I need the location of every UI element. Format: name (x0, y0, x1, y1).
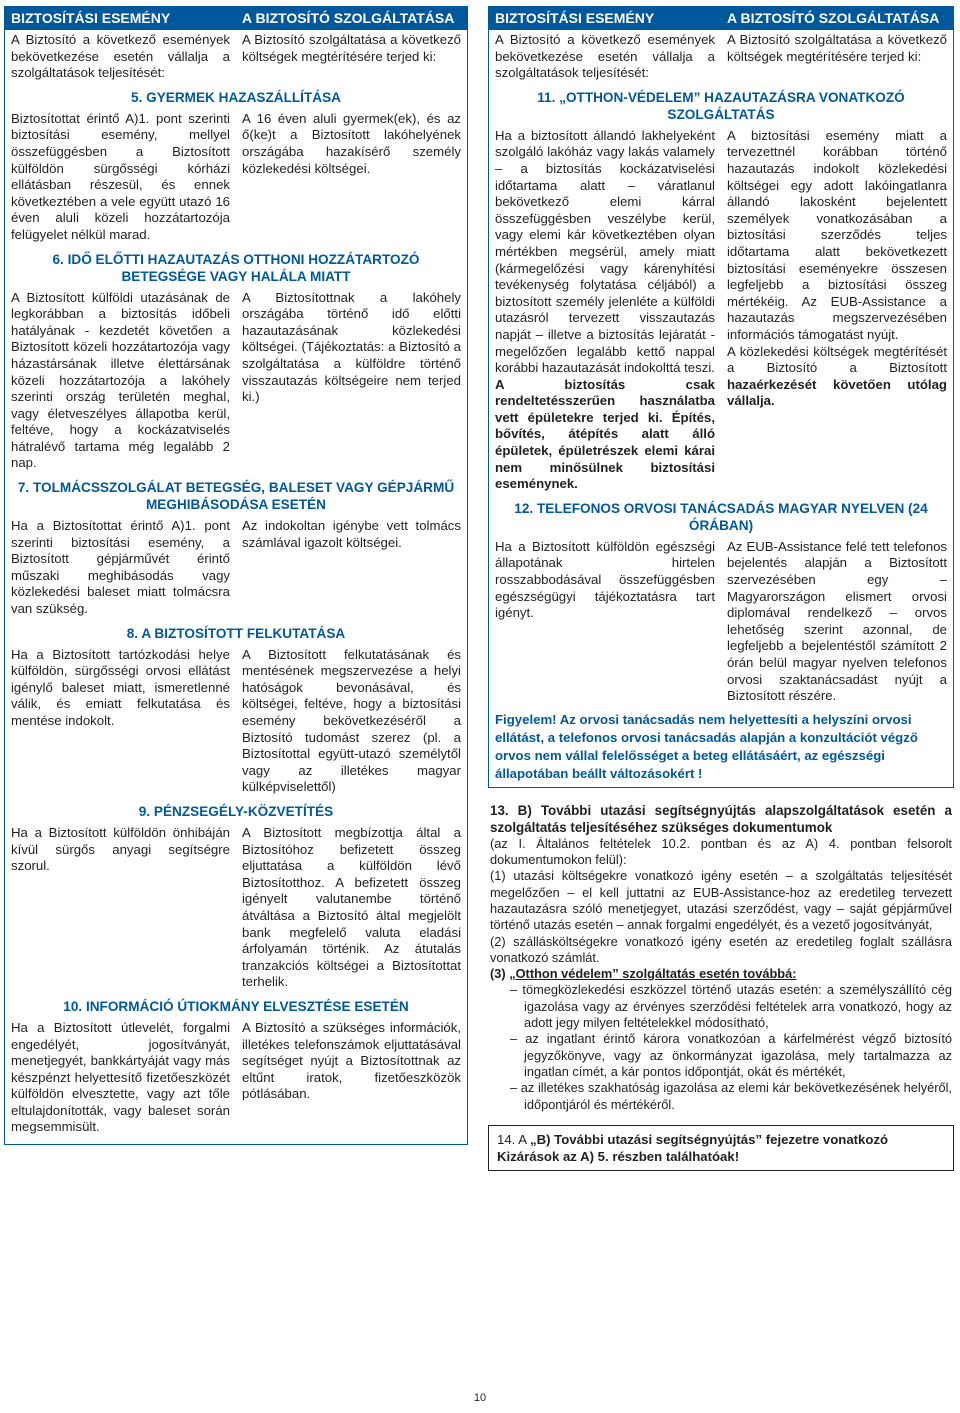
section-8-service: A Biztosított felkutatásának és mentésének megszervezése a helyi hatóságok bevonásával, és költségei, feltéve, hogy a biztosítási esemény bekövetkezéséről a Biztosító tudomást szerez (pl. a Biztosítottal együtt-utazó személytől vagy az illetékes magyar külképviselettől) (242, 646, 461, 795)
section-13-intro: (az I. Általános feltételek 10.2. pontban és az A) 4. pontban felsorolt dokumentumokon felül): (490, 835, 952, 868)
section-8-row (5, 645, 467, 798)
section-13 (488, 802, 954, 1113)
section-14-bold: „B) További utazási segítségnyújtás” fejezetre vonatkozó Kizárások az A) 5. részben találhatóak! (497, 1131, 889, 1164)
section-10-title: 10. INFORMÁCIÓ ÚTIOKMÁNY ELVESZTÉSE ESETÉN (63, 998, 409, 1014)
page-number: 10 (473, 1392, 487, 1404)
section-9-service: A Biztosított megbízottja által a Biztosítóhoz befizetett összeg eljuttatása a külföldön lévő Biztosítotthoz. A befizetett összeg igényelt valutanembe történő átváltása a Biztosító által megjelölt bank megfelelő valuta eladási árfolyamán történik. Az átutalás tranzakciós költségei a Biztosítottat terhelik. (242, 824, 461, 990)
section-8-title: 8. A BIZTOSÍTOTT FELKUTATÁSA (126, 625, 346, 641)
section-7-title: 7. TOLMÁCSSZOLGÁLAT BETEGSÉG, BALESET VAGY GÉPJÁRMŰ MEGHIBÁSODÁSA ESETÉN (17, 480, 455, 513)
right-column (488, 6, 954, 1171)
section-10-row (5, 1018, 467, 1144)
section-12-title: 12. TELEFONOS ORVOSI TANÁCSADÁS MAGYAR NYELVEN (24 ÓRÁBAN) (514, 500, 928, 533)
section-13-dash-3: – az illetékes szakhatóság igazolása az elemi kár bekövetkezésének helyéről, időpontjáról és mértékéről. (510, 1080, 952, 1112)
header-event: BIZTOSÍTÁSI ESEMÉNY (11, 10, 171, 26)
section-13-dash-1: – tömegközlekedési eszközzel történő utazás esetén: a személyszállító cég igazolása vagy az érvényes szerződési feltételek arra vonatkozó, hogy az adott jegy milyen feltételekkel módosítható, (510, 982, 952, 1031)
section-11-row (489, 126, 953, 495)
section-10-service: A Biztosító a szükséges információk, illetékes telefonszámok eljuttatásával segítséget nyújt a Biztosítottnak az eltűnt iratok, fizetőeszközök pótlásában. (242, 1019, 461, 1102)
section-12-event: Ha a Biztosított külföldön egészségi állapotának hirtelen rosszabbodásával összefüggésben egészségügyi tájékoztatásra tart igényt. (495, 538, 715, 621)
section-6-title: 6. IDŐ ELŐTTI HAZAUTAZÁS OTTHONI HOZZÁTARTOZÓ BETEGSÉGE VAGY HALÁLA MIATT (52, 251, 420, 284)
section-5-event: Biztosítottat érintő A)1. pont szerinti biztosítási esemény, mellyel összefüggésben a Biztosított külföldön sürgősségi kórházi ellátásban részesül, és ennek következtében a vele együtt utazó 16 éven aluli közeli hozzátartozója felügyelet nélkül marad. (11, 110, 230, 242)
section-11-title: 11. „OTTHON-VÉDELEM” HAZAUTAZÁSRA VONATKOZÓ SZOLGÁLTATÁS (537, 89, 905, 122)
section-9-row (5, 823, 467, 993)
section-13-item-3 (490, 966, 952, 982)
intro-row (5, 30, 467, 84)
section-11-service-second (727, 344, 947, 410)
section-13-item-1: (1) utazási költségekre vonatkozó igény esetén – a szolgáltatás teljesítését megelőzően – el kell juttatni az EUB-Assistance-hoz az eredetileg tervezett hazautazásra szóló menetjegyet, utazási szerződést, vagy – saját gépjárművel történő utazás esetén – annak forgalmi engedélyét, és a vezető jogosítványát, (490, 868, 952, 933)
right-header (489, 6, 953, 30)
section-7-service: Az indokoltan igénybe vett tolmács számlával igazolt költségei. (242, 518, 461, 550)
section-12-warning: Figyelem! Az orvosi tanácsadás nem helyettesíti a helyszíni orvosi ellátást, a telefonos orvosi tanácsadás alapján a konzultációt végző orvos nem vállal felelősséget a beteg ellátásáért, az egészségi állapotában beállt változásokért ! (495, 711, 918, 781)
section-7-row (5, 516, 467, 620)
section-8-event: Ha a Biztosított tartózkodási helye külföldön, sürgősségi orvosi ellátást igénylő baleset miatt, ismeretlenné válik, és emiatt felkutatása és mentése indokolt. (11, 646, 230, 728)
section-12-row (489, 537, 953, 707)
intro-right: A Biztosító szolgáltatása a következő költségek megtérítésére terjed ki: (242, 32, 461, 64)
header-event-right: BIZTOSÍTÁSI ESEMÉNY (495, 10, 655, 26)
intro-left-right: A Biztosító a következő események bekövetkezése esetén vállalja a szolgáltatások teljesítését: (495, 32, 715, 81)
section-7-event: Ha a Biztosítottat érintő A)1. pont szerinti biztosítási esemény, a Biztosított gépjárművét érintő műszaki meghibásodás vagy közlekedési baleset miatt tolmácsra van szükség. (11, 518, 230, 617)
section-11-event-bold: A biztosítás csak rendeltetésszerűen használatba vett épületekre terjed ki. Építés, bővítés, átépítés alatt álló épületek, épületrészek elemi kárai nem minősülnek biztosítási eseménynek. (495, 376, 715, 492)
section-11-event-text: Ha a biztosított állandó lakhelyeként szolgáló lakóház vagy lakás valamely – a biztosítás kockázatviselési időtartama alatt – váratlanul bekövetkező elemi kárral összefüggésben veszélybe kerül, vagy elemi kár következtében olyan mértékben megsérül, amely miatt (kármegelőzési vagy kárenyhítési tevékenység folytatása céljából) a biztosított személy jelenléte a külföldi utazásról tervezett visszautazás napját – illetve a biztosítás lejáratát - megelőzően legalább kettő nappal korábbi hazautazását indokolttá teszi. (495, 127, 715, 376)
section-6-service: A Biztosítottnak a lakóhely országába történő idő előtti hazautazásának közlekedési költségei. (Tájékoztatás: a Biztosító a szolgáltatása a külföldre történő visszautazás költségeire nem terjed ki.) (242, 289, 461, 405)
intro-right-right: A Biztosító szolgáltatása a következő költségek megtérítésére terjed ki: (727, 32, 947, 64)
section-14-prefix: 14. A (497, 1131, 530, 1147)
section-9-event: Ha a Biztosított külföldön önhibáján kívül sürgős anyagi segítségre szorul. (11, 824, 230, 874)
section-9-title: 9. PÉNZSEGÉLY-KÖZVETÍTÉS (138, 803, 334, 819)
left-table (4, 6, 468, 1145)
right-table (488, 6, 954, 788)
section-5-title: 5. GYERMEK HAZASZÁLLÍTÁSA (131, 89, 341, 105)
section-13-item-3-prefix: (3) (490, 966, 510, 982)
section-5-service: A 16 éven aluli gyermek(ek), és az ő(ke)t a Biztosított lakóhelyének országába hazakísérő személy közlekedési költségei. (242, 110, 461, 176)
section-13-title: 13. B) További utazási segítségnyújtás alapszolgáltatások esetén a szolgáltatás teljesítéséhez szükséges dokumentumok (490, 802, 952, 835)
section-13-item-2: (2) szállásköltségekre vonatkozó igény esetén az eredetileg foglalt szállásra vonatkozó számlát. (490, 933, 952, 965)
section-11-service-plain: A közlekedési költségek megtérítését a Biztosító a Biztosított (727, 343, 947, 376)
section-6-event: A Biztosított külföldi utazásának de legkorábban a biztosítás időbeli hatályának - kezdetét követően a Biztosított közeli hozzátartozója vagy házastársának illetve élettársának közeli hozzátartozója a lakóhely szerinti ország területén meghal, vagy életveszélyes állapotba kerül, feltéve, hogy a kockázatviselés hátralévő tartama még legalább 2 nap. (11, 289, 230, 471)
section-11-service-text: A biztosítási esemény miatt a tervezettnél korábban történő hazautazás indokolt közlekedési költségei egy adott lakóingatlanra állandó lakosként bejelentett személyek vonatkozásában a biztosítási szerződés teljes időtartama alatt bekövetkezett biztosítási eseményekre összesen legfeljebb a biztosítási összeg mértékéig. Az EUB-Assistance a hazautazás megszervezésében információs támogatást nyújt. (727, 127, 947, 342)
left-header (5, 6, 467, 30)
intro-left: A Biztosító a következő események bekövetkezése esetén vállalja a szolgáltatások teljesítését: (11, 32, 230, 81)
section-11-event (489, 126, 721, 495)
section-11-service (721, 126, 953, 495)
section-13-dash-2: – az ingatlant érintő károra vonatkozóan a kárfelmérést végző biztosító jegyzőkönyve, vagy az önkormányzat igazolása, mely tartalmazza az ingatlan címét, a kár pontos időpontját, okát és mértékét, (510, 1031, 952, 1079)
section-10-event: Ha a Biztosított útlevelét, forgalmi engedélyét, jogosítványát, menetjegyét, bankkártyáját vagy más készpénzt helyettesítő fizetőeszközét külföldön elvesztette, vagy azt tőle eltulajdonították, vagy baleset során megsemmisült. (11, 1019, 230, 1135)
section-5-row (5, 109, 467, 246)
section-14-note (488, 1125, 954, 1171)
header-service: A BIZTOSÍTÓ SZOLGÁLTATÁSA (242, 10, 455, 26)
header-service-right: A BIZTOSÍTÓ SZOLGÁLTATÁSA (727, 10, 940, 26)
section-13-item-3-title: „Otthon védelem” szolgáltatás esetén továbbá: (509, 966, 797, 982)
intro-row-right (489, 30, 953, 84)
left-column (4, 6, 468, 1145)
section-12-service: Az EUB-Assistance felé tett telefonos bejelentés alapján a Biztosított szervezésében egy – Magyarországon elismert orvosi diplomával rendelkező – orvos lehetőség szerint azonnal, de legfeljebb a bejelentéstől számított 2 órán belül magyar nyelven telefonos orvosi szaktanácsadást nyújt a Biztosított részére. (727, 538, 947, 704)
section-11-service-bold: hazaérkezését követően utólag vállalja. (727, 376, 947, 409)
section-6-row (5, 288, 467, 475)
